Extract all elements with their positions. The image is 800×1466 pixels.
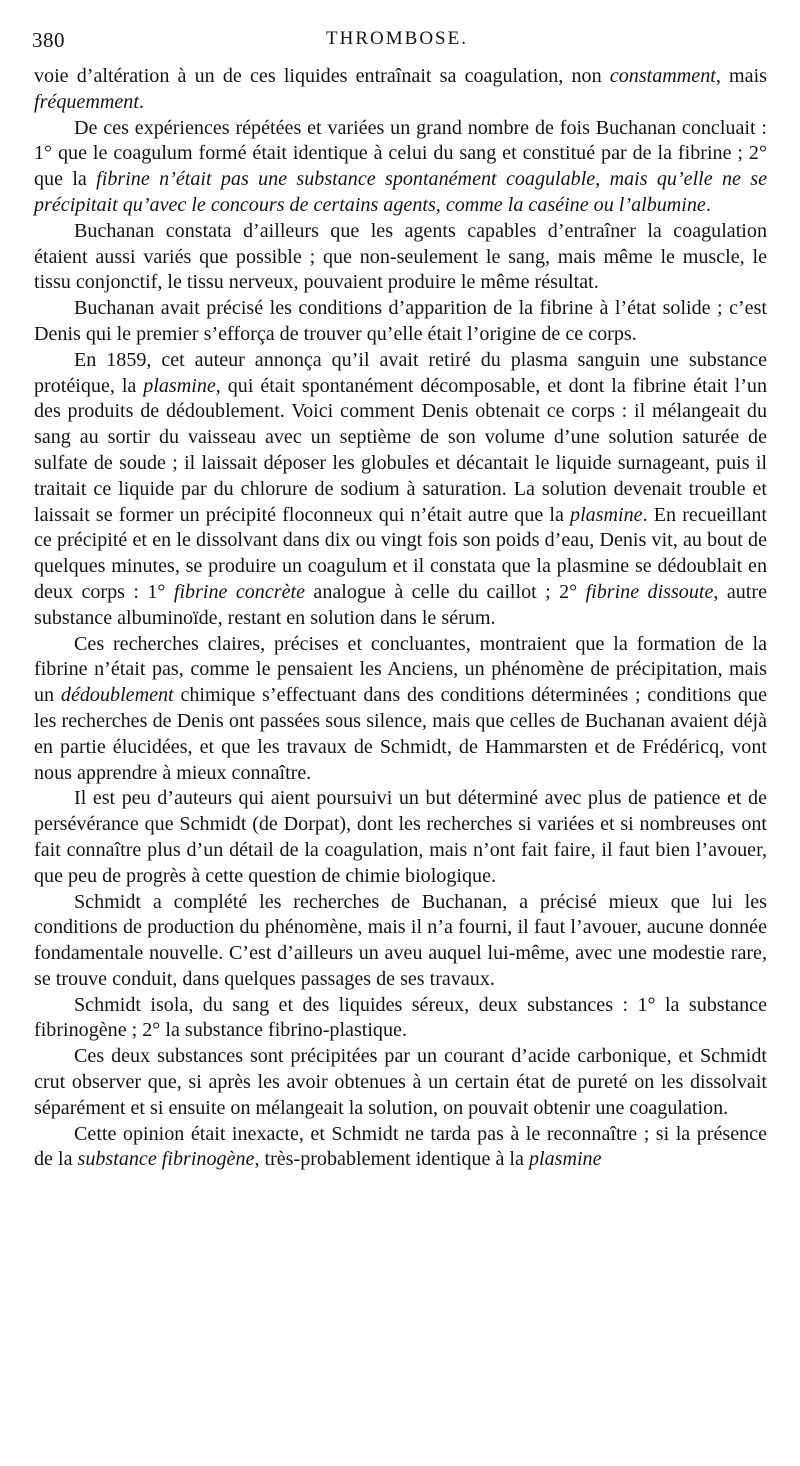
paragraph — [34, 632, 767, 787]
paragraph — [34, 1044, 767, 1121]
paragraph — [34, 219, 767, 296]
text-segment: Ces deux substances sont précipitées par un courant d’acide carbonique, et Schmidt crut observer que, si après les avoir obtenues à un certain état de pureté on les dissolvait séparément et si ensuite on mélangeait la solution, on pouvait obtenir une coagulation. — [34, 1045, 767, 1119]
italic-text: substance fibrinogène — [77, 1148, 255, 1171]
text-segment: , très-probablement identique à la — [254, 1148, 529, 1171]
page-header — [32, 28, 762, 58]
text-segment: Buchanan constata d’ailleurs que les agents capables d’entraîner la coagulation étaient aussi variés que possible ; que non-seulement le sang, mais même le muscle, le tissu conjonctif, le tissu nerveux, pouvaient produire le même résultat. — [34, 219, 767, 294]
text-segment: Schmidt isola, du sang et des liquides séreux, deux substances : 1° la substance fibrinogène ; 2° la substance fibrino-plastique. — [34, 993, 767, 1042]
text-segment: Ces recherches claires, précises et concluantes, montraient que la formation de la fibrine n’était pas, comme le pensaient les Anciens, un phénomène de précipitation, mais un — [34, 632, 767, 707]
text-segment: En 1859, cet auteur annonça qu’il avait retiré du plasma sanguin une substance protéique, la — [34, 348, 767, 397]
text-segment: analogue à celle du caillot ; 2° — [305, 580, 586, 603]
text-segment: Cette opinion était inexacte, et Schmidt ne tarda pas à le reconnaître ; si la présence de la — [34, 1122, 767, 1171]
running-title: THROMBOSE. — [326, 28, 468, 49]
text-segment: chimique s’effectuant dans des conditions déterminées ; conditions que les recherches de Denis ont passées sous silence, mais que celles de Buchanan avaient déjà en partie élucidées, et que les travaux de Schmidt, de Hammarsten et de Frédéricq, vont nous apprendre à mieux connaître. — [34, 684, 767, 784]
italic-text: fibrine concrète — [173, 580, 306, 603]
paragraph — [34, 1122, 767, 1174]
italic-text: plasmine — [570, 503, 643, 526]
italic-text: dédoublement — [60, 684, 174, 707]
paragraph — [34, 786, 767, 889]
paragraph — [34, 296, 767, 348]
page-number: 380 — [32, 28, 65, 52]
italic-text: plasmine — [143, 374, 216, 397]
body-text — [34, 64, 767, 1173]
text-segment: Schmidt a complété les recherches de Buchanan, a précisé mieux que lui les conditions de production du phénomène, mais il n’a fourni, il faut l’avouer, aucune donnée fondamentale nouvelle. C’est d’ailleurs un aveu auquel lui-même, avec une modestie rare, se trouve conduit, dans quelques passages de ses travaux. — [34, 890, 767, 990]
text-segment: voie d’altération à un de ces liquides entraînait sa coagulation, non — [34, 65, 610, 87]
italic-text: fibrine dissoute — [585, 580, 714, 603]
paragraph — [34, 993, 767, 1045]
text-segment: , autre substance albuminoïde, restant en solution dans le sérum. — [34, 580, 768, 629]
paragraph — [34, 890, 767, 993]
text-segment: . — [138, 90, 144, 113]
paragraph — [34, 116, 767, 219]
text-segment: . — [705, 193, 711, 216]
paragraph — [34, 64, 767, 116]
italic-text: fibrine n’était pas une substance spontanément coagulable, mais qu’elle ne se précipitait qu’avec le concours de certains agents, comme la caséine ou l’albumine — [34, 168, 768, 216]
text-segment: Buchanan avait précisé les conditions d’apparition de la fibrine à l’état solide ; c’est Denis qui le premier s’efforça de trouver qu’elle était l’origine de ce corps. — [34, 297, 767, 345]
text-segment: , mais — [715, 65, 767, 87]
italic-text: plasmine — [528, 1148, 602, 1171]
italic-text: constamment — [609, 65, 716, 87]
text-segment: , qui était spontanément décomposable, et dont la fibrine était l’un des produits de dédoublement. Voici comment Denis obtenait ce corps : il mélangeait du sang au sortir du vaisseau avec un septième de son volume d’une solution saturée de sulfate de soude ; il laissait déposer les globules et décantait le liquide surnageant, puis il traitait ce liquide par du chlorure de sodium à saturation. La solution devenait trouble et laissait se former un précipité floconneux qui n’était autre que la — [34, 374, 768, 526]
paragraph — [34, 348, 767, 632]
text-segment: . En recueillant ce précipité et en le dissolvant dans dix ou vingt fois son poids d’eau, Denis vit, au bout de quelques minutes, se produire un coagulum et il constata que la plasmine se dédoublait en deux corps : 1° — [34, 503, 767, 603]
italic-text: fréquemment — [34, 90, 139, 113]
text-segment: Il est peu d’auteurs qui aient poursuivi un but déterminé avec plus de patience et de persévérance que Schmidt (de Dorpat), dont les recherches si variées et si nombreuses ont fait connaître plus d’un détail de la coagulation, mais n’ont fait faire, il faut bien l’avouer, que peu de progrès à cette question de chimie biologique. — [34, 787, 767, 887]
text-segment: De ces expériences répétées et variées un grand nombre de fois Buchanan concluait : 1° que le coagulum formé était identique à celui du sang et constitué par de la fibrine ; 2° que la — [34, 116, 767, 191]
